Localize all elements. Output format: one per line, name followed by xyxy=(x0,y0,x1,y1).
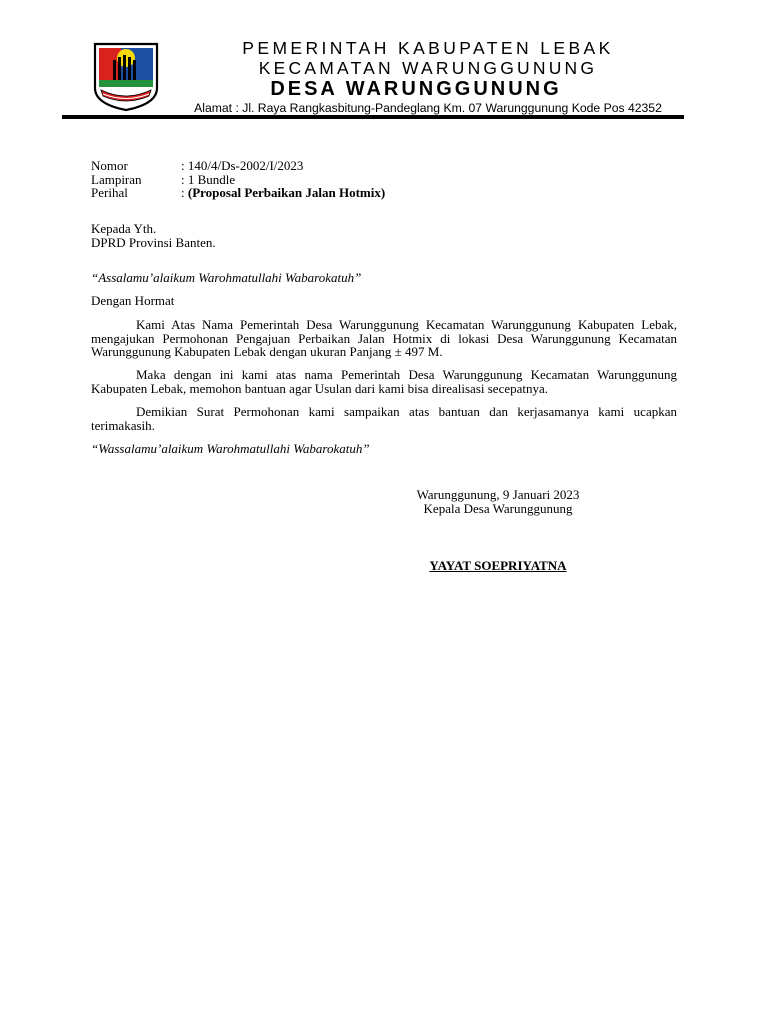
meta-value xyxy=(181,186,385,200)
signature-place-date: Warunggunung, 9 Januari 2023 xyxy=(416,487,580,502)
opening: Dengan Hormat xyxy=(91,293,175,308)
meta-colon: : xyxy=(181,185,188,200)
village-emblem-icon xyxy=(91,38,161,112)
letterhead-government: PEMERINTAH KABUPATEN LEBAK xyxy=(242,38,614,58)
signature-name: YAYAT SOEPRIYATNA xyxy=(429,558,567,573)
recipient-salutation: Kepada Yth. xyxy=(91,221,157,236)
letterhead-district: KECAMATAN WARUNGGUNUNG xyxy=(258,58,598,78)
letterhead-divider xyxy=(62,115,684,119)
greeting: “Assalamu’alaikum Warohmatullahi Wabarokatuh” xyxy=(91,270,362,285)
meta-row-nomor xyxy=(91,159,385,173)
letterhead xyxy=(160,38,680,116)
subject-text: (Proposal Perbaikan Jalan Hotmix) xyxy=(187,185,386,200)
paragraph-text: Demikian Surat Permohonan kami sampaikan atas bantuan dan kerjasamanya kami ucapkan terimakasih. xyxy=(91,404,677,433)
signature-title: Kepala Desa Warunggunung xyxy=(423,500,573,516)
paragraph-3 xyxy=(91,405,677,432)
meta-row-lampiran xyxy=(91,173,385,187)
letter-meta xyxy=(91,159,385,200)
meta-label: Perihal xyxy=(91,185,128,200)
closing-greeting: “Wassalamu’alaikum Warohmatullahi Wabarokatuh” xyxy=(91,441,370,456)
meta-row-perihal xyxy=(91,186,385,200)
meta-label: Lampiran xyxy=(91,171,142,187)
meta-value: : 140/4/Ds-2002/I/2023 xyxy=(181,158,304,173)
recipient-name: DPRD Provinsi Banten. xyxy=(91,234,216,250)
meta-value: : 1 Bundle xyxy=(181,171,236,187)
meta-label: Nomor xyxy=(91,158,128,173)
signature-name-block xyxy=(380,559,616,573)
paragraph-1 xyxy=(91,318,677,359)
letterhead-village: DESA WARUNGGUNUNG xyxy=(270,78,562,100)
paragraph-2 xyxy=(91,368,677,395)
recipient xyxy=(91,222,677,249)
letterhead-address: Alamat : Jl. Raya Rangkasbitung-Pandeglang Km. 07 Warunggunung Kode Pos 42352 xyxy=(194,101,662,115)
signature-block xyxy=(380,488,616,515)
paragraph-text: Kami Atas Nama Pemerintah Desa Warunggunung Kecamatan Warunggunung Kabupaten Lebak, mengajukan Permohonan Pengajuan Perbaikan Jalan Hotmix di lokasi Desa Warunggunung Kecamatan Warunggunung Kabupaten Lebak dengan ukuran Panjang ± 497 M. xyxy=(91,317,677,359)
paragraph-text: Maka dengan ini kami atas nama Pemerintah Desa Warunggunung Kecamatan Warunggunung Kabupaten Lebak, memohon bantuan agar Usulan dari kami bisa direalisasi secepatnya. xyxy=(91,367,677,396)
